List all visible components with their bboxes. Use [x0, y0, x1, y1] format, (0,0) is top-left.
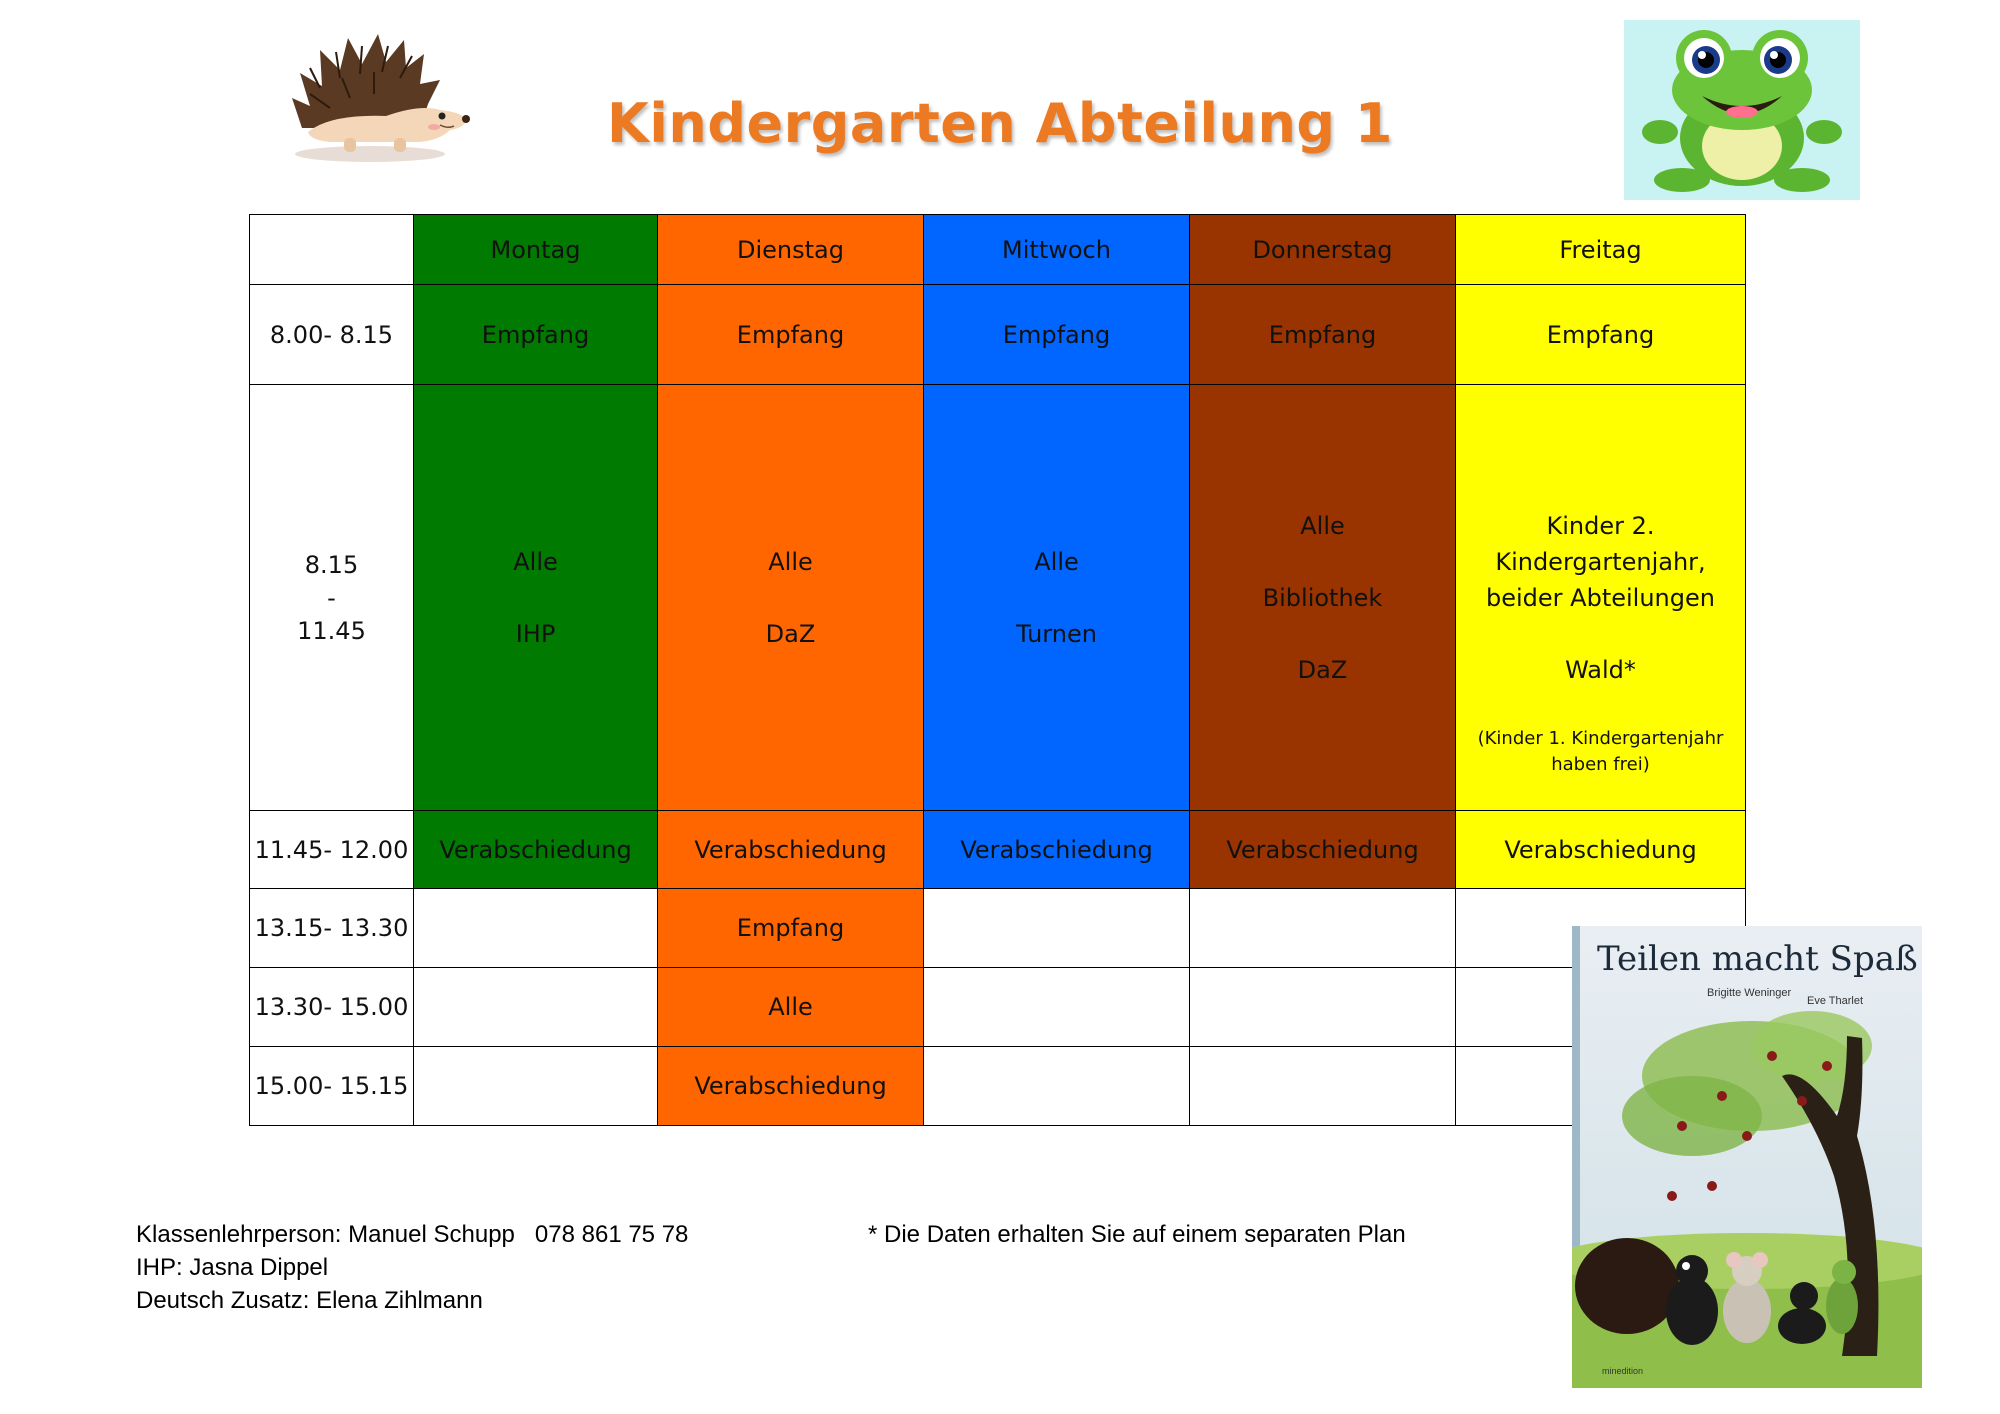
- cell-block-freitag: [1456, 385, 1746, 811]
- row-afternoon-alle: [250, 968, 1746, 1047]
- footer-contacts: [136, 1218, 688, 1317]
- block-line: [924, 580, 1189, 616]
- cell-block-donnerstag: [1190, 385, 1456, 811]
- block-line: beider Abteilungen: [1486, 583, 1715, 612]
- cell-verabschiedung-montag: Verabschiedung: [414, 811, 658, 889]
- block-line: [1456, 616, 1745, 652]
- block-line: Kinder 2.: [1546, 511, 1655, 540]
- time-line: 11.45: [297, 616, 366, 645]
- row-empfang: [250, 285, 1746, 385]
- block-line: Alle: [1034, 547, 1079, 576]
- empty-cell: [1190, 889, 1456, 968]
- footer-ihp: IHP: Jasna Dippel: [136, 1254, 329, 1281]
- empty-cell: [1190, 968, 1456, 1047]
- block-line: Alle: [513, 547, 558, 576]
- cell-verabschiedung-donnerstag: Verabschiedung: [1190, 811, 1456, 889]
- book-title: Teilen macht Spaß: [1597, 939, 1918, 979]
- block-line: Wald*: [1565, 655, 1636, 684]
- block-line: Alle: [1300, 511, 1345, 540]
- day-donnerstag: Donnerstag: [1190, 215, 1456, 285]
- header-row: [250, 215, 1746, 285]
- block-line: Kindergartenjahr,: [1495, 547, 1706, 576]
- day-mittwoch: Mittwoch: [924, 215, 1190, 285]
- time-cell: 11.45- 12.00: [250, 811, 414, 889]
- empty-cell: [414, 968, 658, 1047]
- empty-cell: [924, 1047, 1190, 1126]
- block-line: DaZ: [765, 619, 816, 648]
- cell-empfang-dienstag: Empfang: [658, 285, 924, 385]
- note-line: haben frei): [1551, 754, 1650, 775]
- empty-cell: [924, 889, 1190, 968]
- row-verabschiedung: [250, 811, 1746, 889]
- footer-deutsch: Deutsch Zusatz: Elena Zihlmann: [136, 1287, 483, 1314]
- block-line: [1190, 544, 1455, 580]
- cell-empfang-mittwoch: Empfang: [924, 285, 1190, 385]
- time-cell: 13.30- 15.00: [250, 968, 414, 1047]
- frog-icon: [1624, 20, 1860, 200]
- block-line: Bibliothek: [1262, 583, 1383, 612]
- block-line: Alle: [768, 547, 813, 576]
- cell-block-montag: [414, 385, 658, 811]
- page-title: Kindergarten Abteilung 1: [607, 92, 1393, 155]
- time-cell-morning: [250, 385, 414, 811]
- block-line: [658, 580, 923, 616]
- cell-empfang-donnerstag: Empfang: [1190, 285, 1456, 385]
- schedule-table: [249, 214, 1746, 1126]
- block-line: [414, 580, 657, 616]
- time-cell: 8.00- 8.15: [250, 285, 414, 385]
- cell-afternoon-empfang-dienstag: Empfang: [658, 889, 924, 968]
- cell-afternoon-verabschiedung-dienstag: Verabschiedung: [658, 1047, 924, 1126]
- time-cell: 15.00- 15.15: [250, 1047, 414, 1126]
- day-freitag: Freitag: [1456, 215, 1746, 285]
- day-dienstag: Dienstag: [658, 215, 924, 285]
- book-illustrator: Eve Tharlet: [1807, 995, 1864, 1007]
- empty-cell: [414, 1047, 658, 1126]
- empty-cell: [414, 889, 658, 968]
- row-morning-block: [250, 385, 1746, 811]
- block-line: IHP: [515, 619, 556, 648]
- cell-empfang-freitag: Empfang: [1456, 285, 1746, 385]
- note-line: (Kinder 1. Kindergartenjahr: [1477, 728, 1724, 749]
- row-afternoon-verabschiedung: [250, 1047, 1746, 1126]
- block-line: DaZ: [1297, 655, 1348, 684]
- book-author: Brigitte Weninger: [1707, 987, 1792, 999]
- footer-teacher: Klassenlehrperson: Manuel Schupp 078 861 75 78: [136, 1221, 689, 1248]
- empty-cell: [924, 968, 1190, 1047]
- empty-cell: [1190, 1047, 1456, 1126]
- cell-afternoon-alle-dienstag: Alle: [658, 968, 924, 1047]
- footer-note: * Die Daten erhalten Sie auf einem separaten Plan: [868, 1221, 1406, 1248]
- freitag-note: [1456, 726, 1745, 778]
- cell-block-mittwoch: [924, 385, 1190, 811]
- cell-block-dienstag: [658, 385, 924, 811]
- row-afternoon-empfang: [250, 889, 1746, 968]
- hedgehog-icon: [290, 28, 470, 168]
- book-publisher: minedition: [1602, 1366, 1644, 1376]
- time-cell: 13.15- 13.30: [250, 889, 414, 968]
- time-line: 8.15: [304, 550, 359, 579]
- day-montag: Montag: [414, 215, 658, 285]
- cell-verabschiedung-freitag: Verabschiedung: [1456, 811, 1746, 889]
- cell-empfang-montag: Empfang: [414, 285, 658, 385]
- block-line: [1190, 616, 1455, 652]
- cell-verabschiedung-dienstag: Verabschiedung: [658, 811, 924, 889]
- time-line: -: [327, 583, 336, 612]
- book-cover-image: [1572, 926, 1922, 1388]
- block-line: Turnen: [1016, 619, 1097, 648]
- cell-verabschiedung-mittwoch: Verabschiedung: [924, 811, 1190, 889]
- corner-cell: [250, 215, 414, 285]
